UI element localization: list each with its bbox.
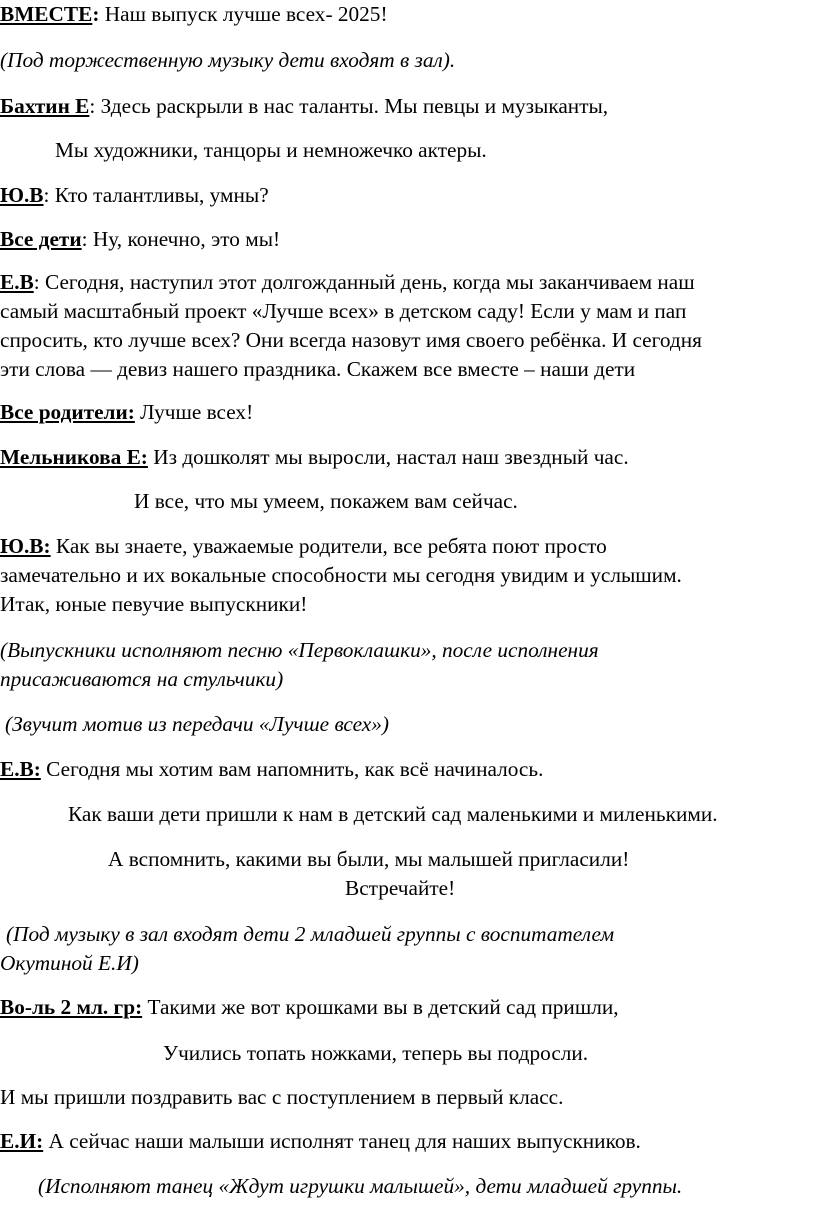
line-text: И мы пришли поздравить вас с поступлением в первый класс.	[0, 1085, 564, 1109]
stage-direction	[38, 1172, 682, 1200]
line-text: Лучше всех!	[134, 400, 254, 424]
line-text: Как вы знаете, уважаемые родители, все ребята поют просто	[50, 534, 607, 558]
speaker: Во-ль 2 мл. гр:	[0, 995, 143, 1019]
line-text: Ну, конечно, это мы!	[87, 227, 281, 251]
speaker: Е.В:	[0, 757, 41, 781]
line-text: Окутиной Е.И)	[0, 951, 139, 975]
line-text: Встречайте!	[345, 876, 456, 900]
line-28	[0, 1083, 563, 1111]
line-text: Мы художники, танцоры и немножечко актеры.	[55, 138, 487, 162]
line-20	[0, 755, 543, 783]
line-14	[0, 532, 607, 560]
line-7	[0, 268, 695, 296]
line-5	[0, 181, 269, 209]
stage-direction	[0, 46, 455, 74]
stage-direction	[0, 949, 139, 977]
line-16	[0, 590, 307, 618]
line-1	[0, 0, 388, 28]
speaker: Ю.В	[0, 183, 44, 207]
line-text: Как ваши дети пришли к нам в детский сад маленькими и миленькими.	[68, 802, 718, 826]
speaker: Мельникова Е:	[0, 445, 148, 469]
line-text: (Звучит мотив из передачи «Лучше всех»)	[5, 712, 389, 736]
line-text: Сегодня, наступил этот долгожданный день, когда мы заканчиваем наш	[39, 270, 695, 294]
speaker-colon: :	[92, 2, 100, 26]
stage-direction	[0, 665, 283, 693]
line-text: (Выпускники исполняют песню «Первоклашки», после исполнения	[0, 638, 599, 662]
line-8	[0, 297, 686, 325]
line-text: самый масштабный проект «Лучше всех» в детском саду! Если у мам и пап	[0, 299, 687, 323]
line-12	[0, 443, 629, 471]
line-22	[108, 845, 629, 873]
line-13	[134, 487, 518, 515]
line-26	[0, 993, 619, 1021]
line-text: эти слова — девиз нашего праздника. Скажем все вместе – наши дети	[0, 357, 636, 381]
line-27	[163, 1039, 588, 1067]
line-text: Кто талантливы, умны?	[49, 183, 269, 207]
line-text: Наш выпуск лучше всех- 2025!	[99, 2, 388, 26]
speaker: Ю.В:	[0, 534, 51, 558]
line-21	[68, 800, 718, 828]
line-text: Сегодня мы хотим вам напомнить, как всё начиналось.	[40, 757, 544, 781]
line-text: А сейчас наши малыши исполнят танец для наших выпускников.	[43, 1129, 641, 1153]
stage-direction	[0, 636, 599, 664]
speaker-colon: :	[43, 183, 50, 207]
speaker-colon: :	[89, 94, 96, 118]
line-text: И все, что мы умеем, покажем вам сейчас.	[134, 489, 518, 513]
speaker: Все дети	[0, 227, 82, 251]
line-text: (Исполняют танец «Ждут игрушки малышей», дети младшей группы.	[38, 1174, 683, 1198]
line-text: Здесь раскрыли в нас таланты. Мы певцы и музыканты,	[95, 94, 609, 118]
line-15	[0, 561, 682, 589]
speaker: Все родители:	[0, 400, 135, 424]
line-text: А вспомнить, какими вы были, мы малышей пригласили!	[108, 847, 630, 871]
speaker: Бахтин Е	[0, 94, 90, 118]
line-10	[0, 355, 635, 383]
line-text: присаживаются на стульчики)	[0, 667, 284, 691]
speaker: Е.В	[0, 270, 34, 294]
line-29	[0, 1127, 641, 1155]
line-4	[55, 136, 487, 164]
line-text: замечательно и их вокальные способности мы сегодня увидим и услышим.	[0, 563, 682, 587]
line-3	[0, 92, 608, 120]
stage-direction	[6, 920, 614, 948]
line-11	[0, 398, 253, 426]
speaker-colon: :	[81, 227, 88, 251]
speaker: Е.И:	[0, 1129, 44, 1153]
speaker: ВМЕСТЕ	[0, 2, 93, 26]
line-text: спросить, кто лучше всех? Они всегда назовут имя своего ребёнка. И сегодня	[0, 328, 702, 352]
stage-direction	[5, 710, 389, 738]
speaker-colon: :	[33, 270, 40, 294]
line-23	[345, 874, 455, 902]
line-6	[0, 225, 280, 253]
line-text: (Под музыку в зал входят дети 2 младшей группы с воспитателем	[6, 922, 615, 946]
line-text: Из дошколят мы выросли, настал наш звездный час.	[147, 445, 629, 469]
line-text: Такими же вот крошками вы в детский сад пришли,	[142, 995, 619, 1019]
line-9	[0, 326, 702, 354]
line-text: Учились топать ножками, теперь вы подросли.	[163, 1041, 589, 1065]
line-text: Итак, юные певучие выпускники!	[0, 592, 308, 616]
line-text: (Под торжественную музыку дети входят в зал).	[0, 48, 456, 72]
